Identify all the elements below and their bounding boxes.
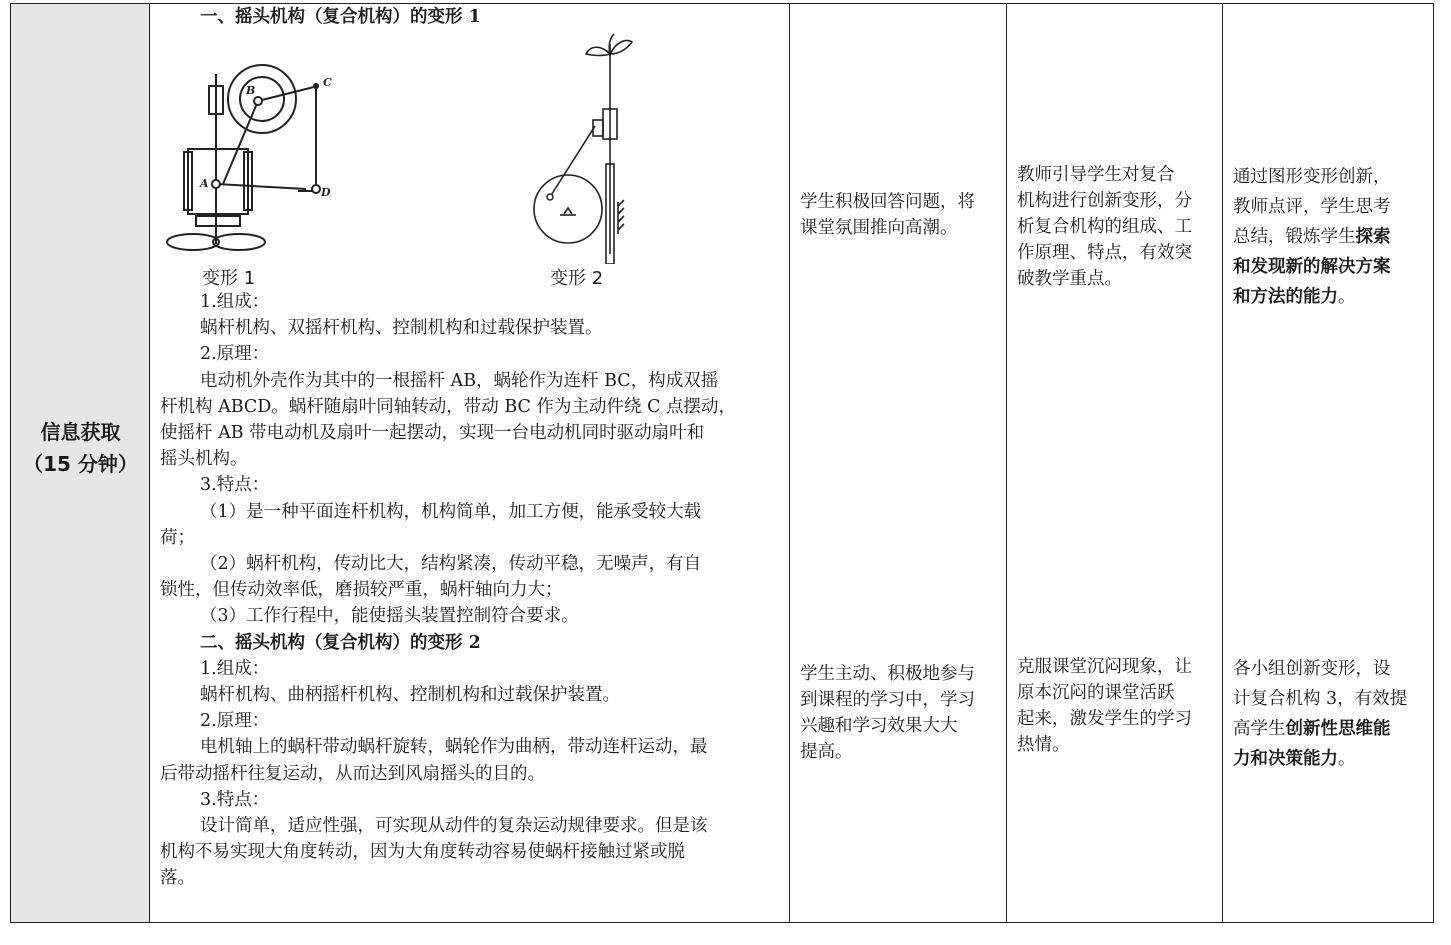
text-line: 机构进行创新变形，分 bbox=[1017, 191, 1192, 211]
text-line bbox=[1233, 222, 1425, 252]
text-line bbox=[1233, 744, 1425, 774]
bold-span: 力和决策能力 bbox=[1233, 749, 1338, 769]
figure2-caption: 变形 2 bbox=[550, 268, 604, 289]
design-intent-column bbox=[1223, 4, 1433, 922]
text-span: 高学生 bbox=[1233, 719, 1286, 739]
section1-title-wrap bbox=[160, 4, 781, 30]
s2-line: 蜗杆机构、曲柄摇杆机构、控制机构和过载保护装置。 bbox=[200, 685, 620, 706]
s1-line: 锁性，但传动效率低，磨损较严重，蜗杆轴向力大； bbox=[160, 580, 563, 601]
text-line: 各小组创新变形，设 bbox=[1233, 659, 1391, 679]
design-intent-bottom bbox=[1233, 654, 1425, 774]
s1-line: 2.原理： bbox=[200, 344, 270, 365]
bold-span: 创新性思维能 bbox=[1285, 719, 1391, 739]
phase-time: （15 分钟） bbox=[23, 452, 138, 476]
text-line: 通过图形变形创新， bbox=[1233, 167, 1391, 187]
text-line: 教师引导学生对复合 bbox=[1017, 165, 1175, 185]
text-line: 计复合机构 3，有效提 bbox=[1233, 689, 1408, 709]
text-line: 破教学重点。 bbox=[1017, 269, 1122, 289]
student-activity-column bbox=[790, 4, 1007, 922]
s2-line: 2.原理： bbox=[200, 711, 270, 732]
phase-column bbox=[11, 4, 150, 922]
text-line: 和发现新的解决方案 bbox=[1233, 257, 1391, 277]
s1-line: 电动机外壳作为其中的一根摇杆 AB，蜗轮作为连杆 BC，构成双摇 bbox=[200, 370, 719, 391]
s1-line: 使摇杆 AB 带电动机及扇叶一起摆动，实现一台电动机同时驱动扇叶和 bbox=[160, 423, 705, 444]
student-activity-top bbox=[800, 189, 998, 241]
teacher-activity-column bbox=[1007, 4, 1223, 922]
design-intent-top bbox=[1233, 162, 1425, 312]
text-line: 作原理、特点，有效突 bbox=[1017, 243, 1192, 263]
text-line: 原本沉闷的课堂活跃 bbox=[1017, 683, 1175, 703]
s1-line: （3）工作行程中，能使摇头装置控制符合要求。 bbox=[200, 606, 579, 627]
s1-line: 3.特点： bbox=[200, 475, 270, 496]
text-line: 兴趣和学习效果大大 bbox=[800, 716, 958, 736]
figure2-diagram bbox=[520, 34, 660, 264]
s2-line: 3.特点： bbox=[200, 789, 270, 810]
bold-span: 和方法的能力 bbox=[1233, 287, 1338, 307]
s1-line: 1.组成： bbox=[200, 292, 270, 312]
teacher-activity-top bbox=[1017, 162, 1214, 292]
bold-span: 探索 bbox=[1355, 227, 1391, 247]
text-line: 起来，激发学生的学习 bbox=[1017, 709, 1192, 729]
section2-title: 二、摇头机构（复合机构）的变形 2 bbox=[200, 632, 481, 653]
text-line: 教师点评，学生思考 bbox=[1233, 197, 1391, 217]
student-activity-bottom bbox=[800, 661, 998, 765]
fig1-label-d: D bbox=[321, 186, 331, 199]
s1-line: 蜗杆机构、双摇杆机构、控制机构和过载保护装置。 bbox=[200, 318, 603, 339]
s2-line: 1.组成： bbox=[200, 658, 270, 679]
text-span: 总结，锻炼学生 bbox=[1233, 227, 1356, 247]
s2-line: 落。 bbox=[160, 868, 195, 889]
s1-line: （2）蜗杆机构，传动比大，结构紧凑，传动平稳，无噪声，有自 bbox=[200, 554, 702, 575]
fig1-label-a: A bbox=[200, 177, 209, 190]
s2-line: 设计简单，适应性强，可实现从动件的复杂运动规律要求。但是该 bbox=[200, 816, 708, 837]
lesson-plan-table bbox=[10, 3, 1434, 923]
phase-name: 信息获取 bbox=[40, 420, 121, 444]
text-span: 。 bbox=[1338, 749, 1356, 769]
s2-line: 机构不易实现大角度转动，因为大角度转动容易使蜗杆接触过紧或脱 bbox=[160, 842, 685, 863]
text-line bbox=[1233, 714, 1425, 744]
text-line: 析复合机构的组成、工 bbox=[1017, 217, 1192, 237]
s2-line: 后带动摇杆往复运动，从而达到风扇摇头的目的。 bbox=[160, 763, 545, 784]
section1-title: 一、摇头机构（复合机构）的变形 1 bbox=[200, 7, 481, 27]
figure1-caption: 变形 1 bbox=[202, 268, 256, 289]
text-line: 学生积极回答问题，将 bbox=[800, 192, 975, 212]
content-column bbox=[150, 4, 790, 922]
figure1-diagram bbox=[166, 64, 336, 264]
text-line: 提高。 bbox=[800, 742, 853, 762]
text-line: 热情。 bbox=[1017, 735, 1070, 755]
s1-line: 摇头机构。 bbox=[160, 449, 248, 470]
fig1-label-c: C bbox=[323, 76, 332, 89]
s1-line: 杆机构 ABCD。蜗杆随扇叶同轴转动，带动 BC 作为主动件绕 C 点摆动， bbox=[160, 396, 737, 417]
s1-line: （1）是一种平面连杆机构，机构简单，加工方便，能承受较大载 bbox=[200, 501, 702, 522]
phase-cell bbox=[11, 416, 150, 480]
text-line: 课堂氛围推向高潮。 bbox=[800, 218, 958, 238]
text-line: 学生主动、积极地参与 bbox=[800, 664, 975, 684]
s2-line: 电机轴上的蜗杆带动蜗杆旋转，蜗轮作为曲柄，带动连杆运动，最 bbox=[200, 737, 708, 758]
section1-body bbox=[160, 289, 781, 892]
teacher-activity-bottom bbox=[1017, 654, 1214, 758]
text-line: 到课程的学习中，学习 bbox=[800, 690, 975, 710]
fig1-label-b: B bbox=[246, 84, 256, 97]
s1-line: 荷； bbox=[160, 527, 195, 548]
text-line: 克服课堂沉闷现象，让 bbox=[1017, 657, 1192, 677]
text-span: 。 bbox=[1338, 287, 1356, 307]
text-line bbox=[1233, 282, 1425, 312]
